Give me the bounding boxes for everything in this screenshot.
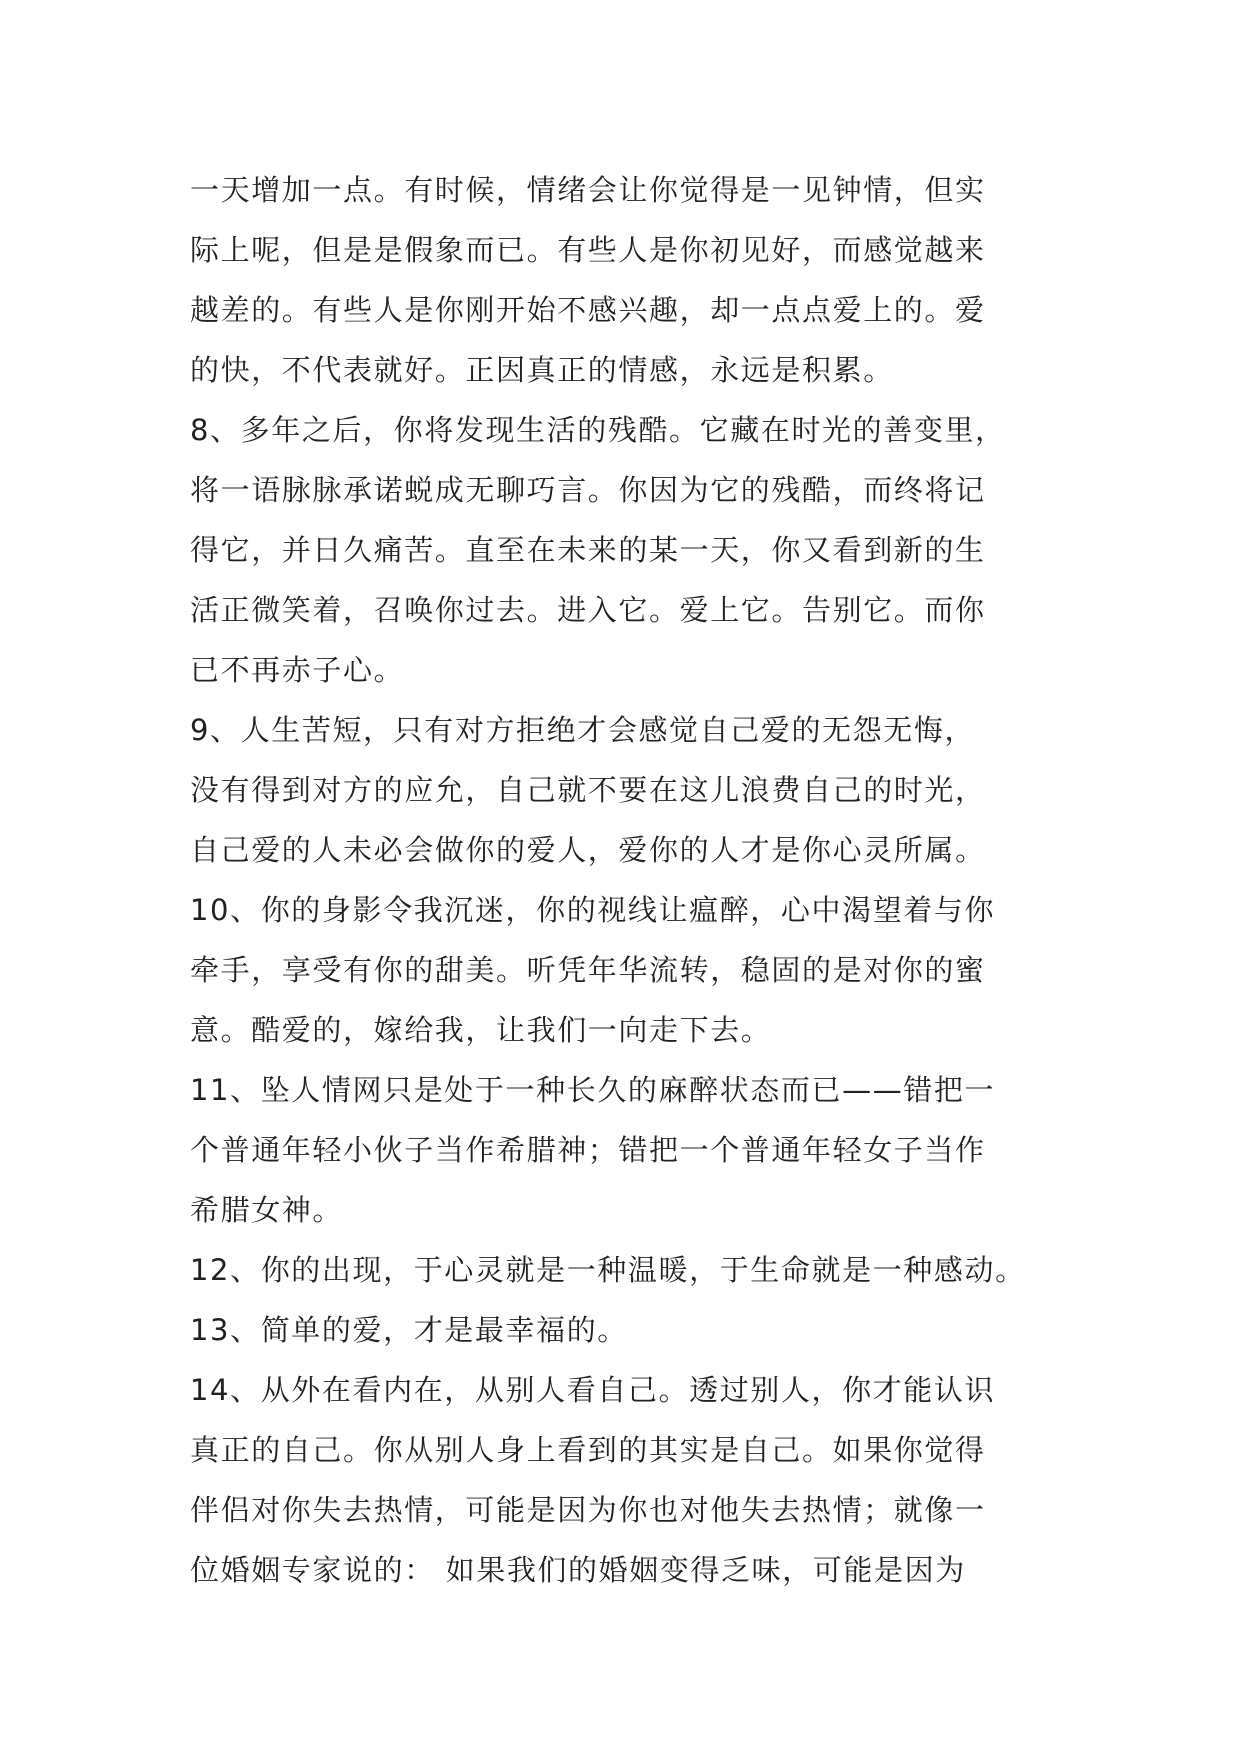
text-line: 伴侣对你失去热情，可能是因为你也对他失去热情；就像一 <box>190 1493 986 1527</box>
text-line: 希腊女神。 <box>190 1193 344 1227</box>
text-line: 14、从外在看内在，从别人看自己。透过别人，你才能认识 <box>190 1373 996 1407</box>
text-line: 13、简单的爱，才是最幸福的。 <box>190 1313 628 1347</box>
text-line: 已不再赤子心。 <box>190 653 405 687</box>
text-line: 际上呢，但是是假象而已。有些人是你初见好，而感觉越来 <box>190 233 986 267</box>
text-line: 越差的。有些人是你刚开始不感兴趣，却一点点爱上的。爱 <box>190 293 986 327</box>
text-line: 真正的自己。你从别人身上看到的其实是自己。如果你觉得 <box>190 1433 986 1467</box>
text-line: 11、坠人情网只是处于一种长久的麻醉状态而已——错把一 <box>190 1073 996 1107</box>
text-line: 活正微笑着，召唤你过去。进入它。爱上它。告别它。而你 <box>190 593 986 627</box>
text-line: 将一语脉脉承诺蜕成无聊巧言。你因为它的残酷，而终将记 <box>190 473 986 507</box>
text-line: 8、多年之后，你将发现生活的残酷。它藏在时光的善变里， <box>190 413 1006 447</box>
text-line: 个普通年轻小伙子当作希腊神；错把一个普通年轻女子当作 <box>190 1133 986 1167</box>
text-line: 9、人生苦短，只有对方拒绝才会感觉自己爱的无怨无悔， <box>190 713 976 747</box>
text-line: 10、你的身影令我沉迷，你的视线让瘟醉，心中渴望着与你 <box>190 893 996 927</box>
text-line: 自己爱的人未必会做你的爱人，爱你的人才是你心灵所属。 <box>190 833 986 867</box>
text-line: 意。酷爱的，嫁给我，让我们一向走下去。 <box>190 1013 772 1047</box>
text-line: 牵手，享受有你的甜美。听凭年华流转，稳固的是对你的蜜 <box>190 953 986 987</box>
text-line: 的快，不代表就好。正因真正的情感，永远是积累。 <box>190 353 894 387</box>
text-line: 位婚姻专家说的： 如果我们的婚姻变得乏味，可能是因为 <box>190 1553 966 1587</box>
text-line: 一天增加一点。有时候，情绪会让你觉得是一见钟情，但实 <box>190 173 986 207</box>
body-text <box>190 160 1070 1600</box>
text-line: 没有得到对方的应允，自己就不要在这儿浪费自己的时光， <box>190 773 986 807</box>
text-line: 12、你的出现，于心灵就是一种温暖，于生命就是一种感动。 <box>190 1253 1026 1287</box>
text-line: 得它，并日久痛苦。直至在未来的某一天，你又看到新的生 <box>190 533 986 567</box>
